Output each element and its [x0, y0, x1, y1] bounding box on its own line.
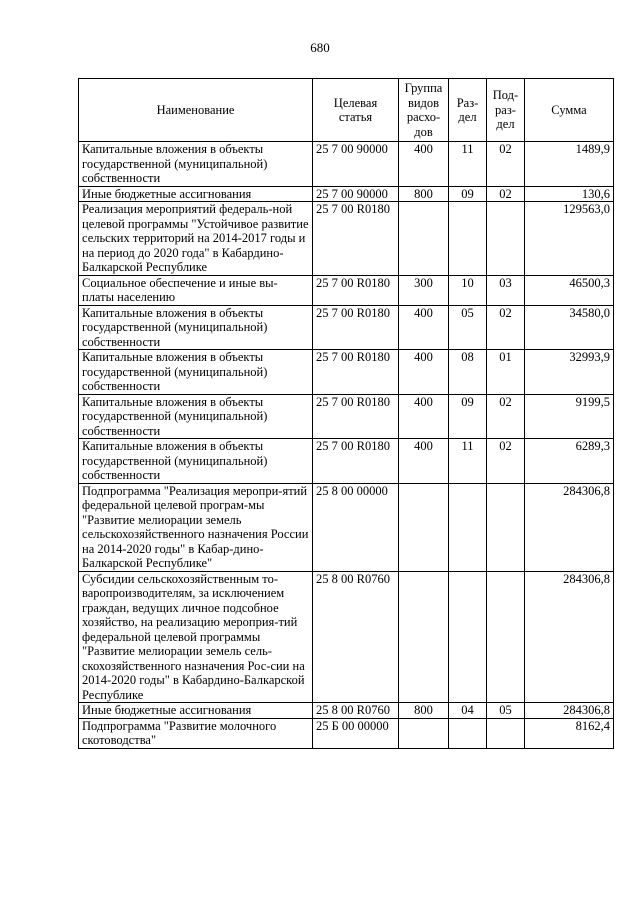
cell-section: 04: [449, 703, 487, 719]
header-row: [79, 79, 614, 142]
cell-expense-group: [399, 483, 449, 571]
cell-name: Реализация мероприятий федераль-ной целевой программы "Устойчивое развитие сельских территорий на 2014-2017 годы и на период до 2020 года" в Кабардино-Балкарской Республике: [79, 202, 313, 276]
cell-target-article: 25 7 00 R0180: [313, 305, 399, 350]
table-row: [79, 305, 614, 350]
header-section: Раз- дел: [449, 79, 487, 142]
cell-expense-group: [399, 202, 449, 276]
cell-expense-group: [399, 571, 449, 703]
cell-target-article: 25 Б 00 00000: [313, 718, 399, 748]
cell-sum: 6289,3: [525, 439, 614, 484]
cell-subsection: 01: [487, 350, 525, 395]
table-row: [79, 142, 614, 187]
cell-name: Иные бюджетные ассигнования: [79, 186, 313, 202]
cell-target-article: 25 7 00 R0180: [313, 439, 399, 484]
cell-name: Капитальные вложения в объекты государственной (муниципальной) собственности: [79, 439, 313, 484]
cell-expense-group: 800: [399, 186, 449, 202]
cell-section: 10: [449, 275, 487, 305]
cell-subsection: 02: [487, 186, 525, 202]
cell-sum: 32993,9: [525, 350, 614, 395]
cell-name: Капитальные вложения в объекты государственной (муниципальной) собственности: [79, 305, 313, 350]
cell-expense-group: 400: [399, 394, 449, 439]
cell-sum: 284306,8: [525, 703, 614, 719]
cell-target-article: 25 7 00 R0180: [313, 394, 399, 439]
table-row: [79, 350, 614, 395]
cell-section: [449, 483, 487, 571]
cell-subsection: [487, 202, 525, 276]
table-row: [79, 202, 614, 276]
cell-target-article: 25 7 00 90000: [313, 142, 399, 187]
table-row: [79, 186, 614, 202]
cell-target-article: 25 7 00 R0180: [313, 202, 399, 276]
cell-name: Иные бюджетные ассигнования: [79, 703, 313, 719]
table-row: [79, 275, 614, 305]
cell-expense-group: 400: [399, 350, 449, 395]
table-row: [79, 439, 614, 484]
cell-subsection: [487, 571, 525, 703]
table-header: [79, 79, 614, 142]
cell-subsection: [487, 483, 525, 571]
table-row: [79, 394, 614, 439]
cell-target-article: 25 8 00 00000: [313, 483, 399, 571]
cell-sum: 1489,9: [525, 142, 614, 187]
cell-section: [449, 571, 487, 703]
cell-subsection: [487, 718, 525, 748]
cell-section: 09: [449, 394, 487, 439]
cell-expense-group: 300: [399, 275, 449, 305]
cell-expense-group: 800: [399, 703, 449, 719]
cell-sum: 130,6: [525, 186, 614, 202]
cell-section: [449, 202, 487, 276]
page-number: 680: [310, 40, 330, 55]
cell-expense-group: 400: [399, 142, 449, 187]
header-sum: Сумма: [525, 79, 614, 142]
cell-section: 08: [449, 350, 487, 395]
table-row: [79, 703, 614, 719]
table-body: [79, 142, 614, 749]
cell-subsection: 02: [487, 439, 525, 484]
cell-sum: 9199,5: [525, 394, 614, 439]
cell-sum: 34580,0: [525, 305, 614, 350]
cell-name: Капитальные вложения в объекты государственной (муниципальной) собственности: [79, 142, 313, 187]
table-row: [79, 483, 614, 571]
cell-expense-group: 400: [399, 439, 449, 484]
header-name: Наименование: [79, 79, 313, 142]
cell-name: Субсидии сельскохозяйственным то-варопроизводителям, за исключением граждан, ведущих личное подсобное хозяйство, на реализацию мероприя-тий федеральной целевой программы "Развитие мелиорации земель сель-скохозяйственного назначения Рос-сии на 2014-2020 годы" в Кабардино-Балкарской Республике: [79, 571, 313, 703]
header-target-article: Целевая статья: [313, 79, 399, 142]
cell-sum: 129563,0: [525, 202, 614, 276]
cell-section: 11: [449, 142, 487, 187]
cell-subsection: 02: [487, 394, 525, 439]
cell-section: 05: [449, 305, 487, 350]
cell-target-article: 25 7 00 90000: [313, 186, 399, 202]
cell-name: Капитальные вложения в объекты государственной (муниципальной) собственности: [79, 350, 313, 395]
cell-section: 09: [449, 186, 487, 202]
cell-expense-group: [399, 718, 449, 748]
cell-sum: 8162,4: [525, 718, 614, 748]
table-row: [79, 571, 614, 703]
header-subsection: Под- раз- дел: [487, 79, 525, 142]
header-expense-group: Группа видов расхо- дов: [399, 79, 449, 142]
cell-subsection: 05: [487, 703, 525, 719]
cell-subsection: 02: [487, 142, 525, 187]
cell-sum: 284306,8: [525, 571, 614, 703]
cell-name: Подпрограмма "Развитие молочного скотоводства": [79, 718, 313, 748]
cell-sum: 46500,3: [525, 275, 614, 305]
table-row: [79, 718, 614, 748]
budget-table: [78, 78, 614, 749]
cell-subsection: 03: [487, 275, 525, 305]
cell-target-article: 25 8 00 R0760: [313, 571, 399, 703]
cell-subsection: 02: [487, 305, 525, 350]
cell-target-article: 25 8 00 R0760: [313, 703, 399, 719]
cell-expense-group: 400: [399, 305, 449, 350]
cell-name: Подпрограмма "Реализация меропри-ятий федеральной целевой програм-мы "Развитие мелиорации земель сельскохозяйственного назначения России на 2014-2020 годы" в Кабар-дино-Балкарской Республике": [79, 483, 313, 571]
cell-name: Капитальные вложения в объекты государственной (муниципальной) собственности: [79, 394, 313, 439]
cell-section: [449, 718, 487, 748]
cell-section: 11: [449, 439, 487, 484]
cell-name: Социальное обеспечение и иные вы-платы населению: [79, 275, 313, 305]
cell-sum: 284306,8: [525, 483, 614, 571]
cell-target-article: 25 7 00 R0180: [313, 275, 399, 305]
cell-target-article: 25 7 00 R0180: [313, 350, 399, 395]
